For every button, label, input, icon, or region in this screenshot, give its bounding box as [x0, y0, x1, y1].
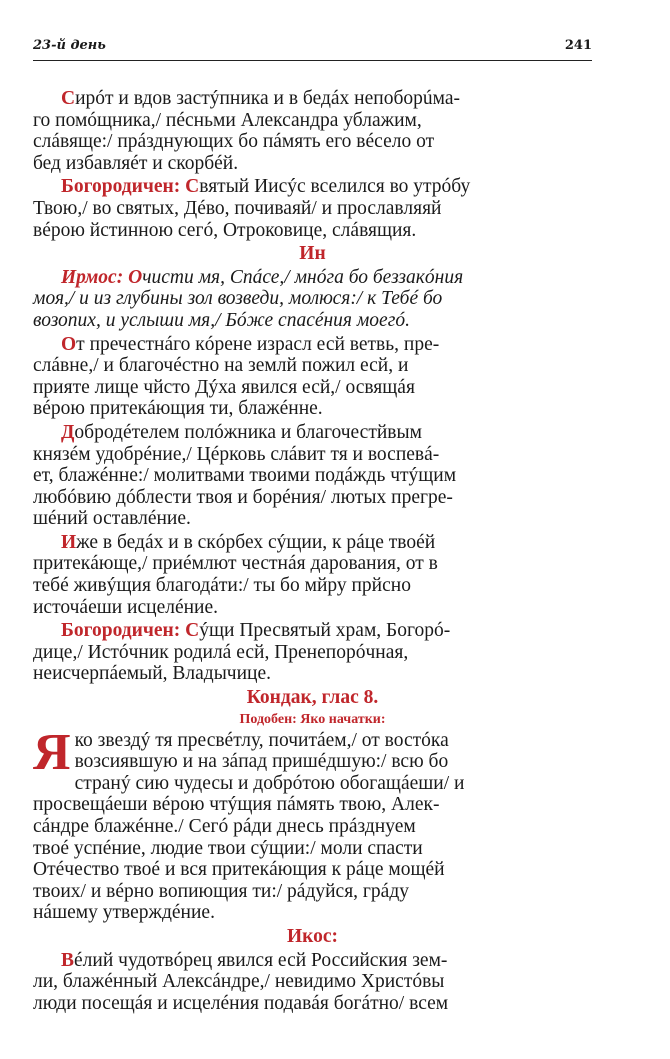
line: тебé живýщия благодáти:/ ты бо мйру прйсно: [33, 575, 411, 597]
line: любóвию дóблести твоя и борéния/ лютых прегре-: [33, 486, 453, 508]
line: вятый Иисýс вселился во утрóбу: [199, 176, 471, 198]
header-day: 23-й день: [33, 38, 106, 53]
red-initial: О: [61, 333, 77, 355]
line: возсиявшую и на зáпад пришéдшую:/ всю бо: [74, 751, 449, 773]
red-initial: О: [128, 266, 143, 288]
line: бед избавляéт и скорбéй.: [33, 152, 239, 174]
line: ирóт и вдов застýпника и в бедáх непоборúма-: [75, 88, 460, 109]
line: твоé успéние, людие твои сýщии:/ моли спасти: [33, 837, 423, 859]
line: éлий чудотвóрец явился есй Российския зем-: [74, 949, 448, 971]
running-header: [33, 38, 592, 61]
line: ет, блажéнне:/ молитвами твоими подáждь чтýщим: [33, 465, 457, 487]
kondak-text: [33, 723, 592, 924]
line: Твою,/ во святых, Дéво, почиваяй/ и прославляяй: [33, 197, 442, 219]
red-initial: В: [61, 949, 75, 971]
line: слáвне,/ и благочéстно на землй пожил есй, и: [33, 355, 409, 377]
irmos: [33, 267, 592, 332]
line: дице,/ Истóчник родилá есй, Пренепорóчная,: [33, 641, 409, 663]
line: моя,/ и из глубины зол возведи, молюся:/ к Тебé бо: [33, 288, 443, 310]
stanza-1: [33, 88, 592, 174]
red-initial: С: [185, 620, 200, 642]
line: вéрою притекáющия ти, блажéнне.: [33, 398, 323, 420]
kondak-heading: [33, 687, 592, 709]
heading-text: Кондак, глас 8.: [246, 687, 379, 709]
line: князéм удобрéние,/ Цéрковь слáвит тя и воспевá-: [33, 443, 440, 465]
line: странý сию чудесы и добрóтою обогащáеши/ и: [74, 772, 465, 794]
line: ли, блажéнный Алексáндре,/ невидимо Христóвы: [33, 971, 445, 993]
heading-text: Икос:: [286, 925, 339, 947]
line: шéний оставлéние.: [33, 508, 191, 530]
heading-text: Ин: [299, 243, 326, 265]
rubric-label: Богородичен:: [61, 176, 181, 198]
drop-cap: Я: [33, 723, 71, 781]
stanza-2: [33, 176, 592, 241]
line: го помóщника,/ пéсньми Александра ублажим,: [33, 109, 422, 131]
line: нáшему утверждéние.: [33, 902, 215, 924]
line: ýщи Пресвятый храм, Богорó-: [199, 620, 451, 642]
heading-text: Подобен: Яко начатки:: [239, 711, 386, 727]
red-initial: С: [185, 176, 200, 198]
line: люди посещáя и исцелéния подавáя богáтно/ всем: [33, 992, 449, 1014]
line: неисчерпáемый, Владычице.: [33, 663, 271, 685]
red-initial: И: [61, 531, 77, 553]
ikos-heading: [33, 926, 592, 948]
line: слáвяще:/ прáзднующих бо пáмять его вéсело от: [33, 131, 435, 153]
line: т пречестнáго кóрене израсл есй ветвь, пре-: [76, 333, 440, 355]
stanza-5: [33, 532, 592, 618]
line: ко звездý тя пресвéтлу, почитáем,/ от востóка: [74, 729, 449, 751]
line: просвещáеши вéрою чтýщия пáмять твою, Алек-: [33, 794, 440, 816]
line: обродéтелем полóжника и благочестйвым: [74, 421, 422, 443]
line: источáеши исцелéние.: [33, 596, 219, 618]
red-initial: Д: [61, 421, 75, 443]
line: возопих, и услыши мя,/ Бóже спасéния моегó.: [33, 309, 410, 331]
line: вéрою йстинною сегó, Отроковице, слáвящия.: [33, 219, 417, 241]
line: же в бедáх и в скóрбех сýщии, к рáце твоéй: [76, 531, 436, 553]
line: твоих/ и вéрно вопиющия ти:/ рáдуйся, грáду: [33, 880, 409, 902]
line: Отéчество твоé и вся притекáющия к рáце мощéй: [33, 859, 445, 881]
rubric-label: Богородичен:: [61, 620, 181, 642]
line: прияте лище чйсто Дýха явился есй,/ освящáя: [33, 376, 415, 398]
ikos-text: [33, 950, 592, 1015]
line: притекáюще,/ приéмлют честнáя дарования, от в: [33, 553, 438, 575]
podoben-note: [33, 711, 592, 728]
main-text: [33, 88, 592, 1016]
stanza-6: [33, 620, 592, 685]
page-number: 241: [564, 38, 592, 53]
stanza-4: [33, 422, 592, 530]
line: чисти мя, Спáсе,/ мнóга бо беззакóния: [142, 266, 464, 288]
rubric-label: Ирмос:: [61, 266, 124, 288]
red-initial: С: [61, 88, 76, 109]
stanza-3: [33, 334, 592, 420]
section-heading-in: [33, 243, 592, 265]
line: сáндре блажéнне./ Сегó рáди днесь прáзднуем: [33, 816, 416, 837]
